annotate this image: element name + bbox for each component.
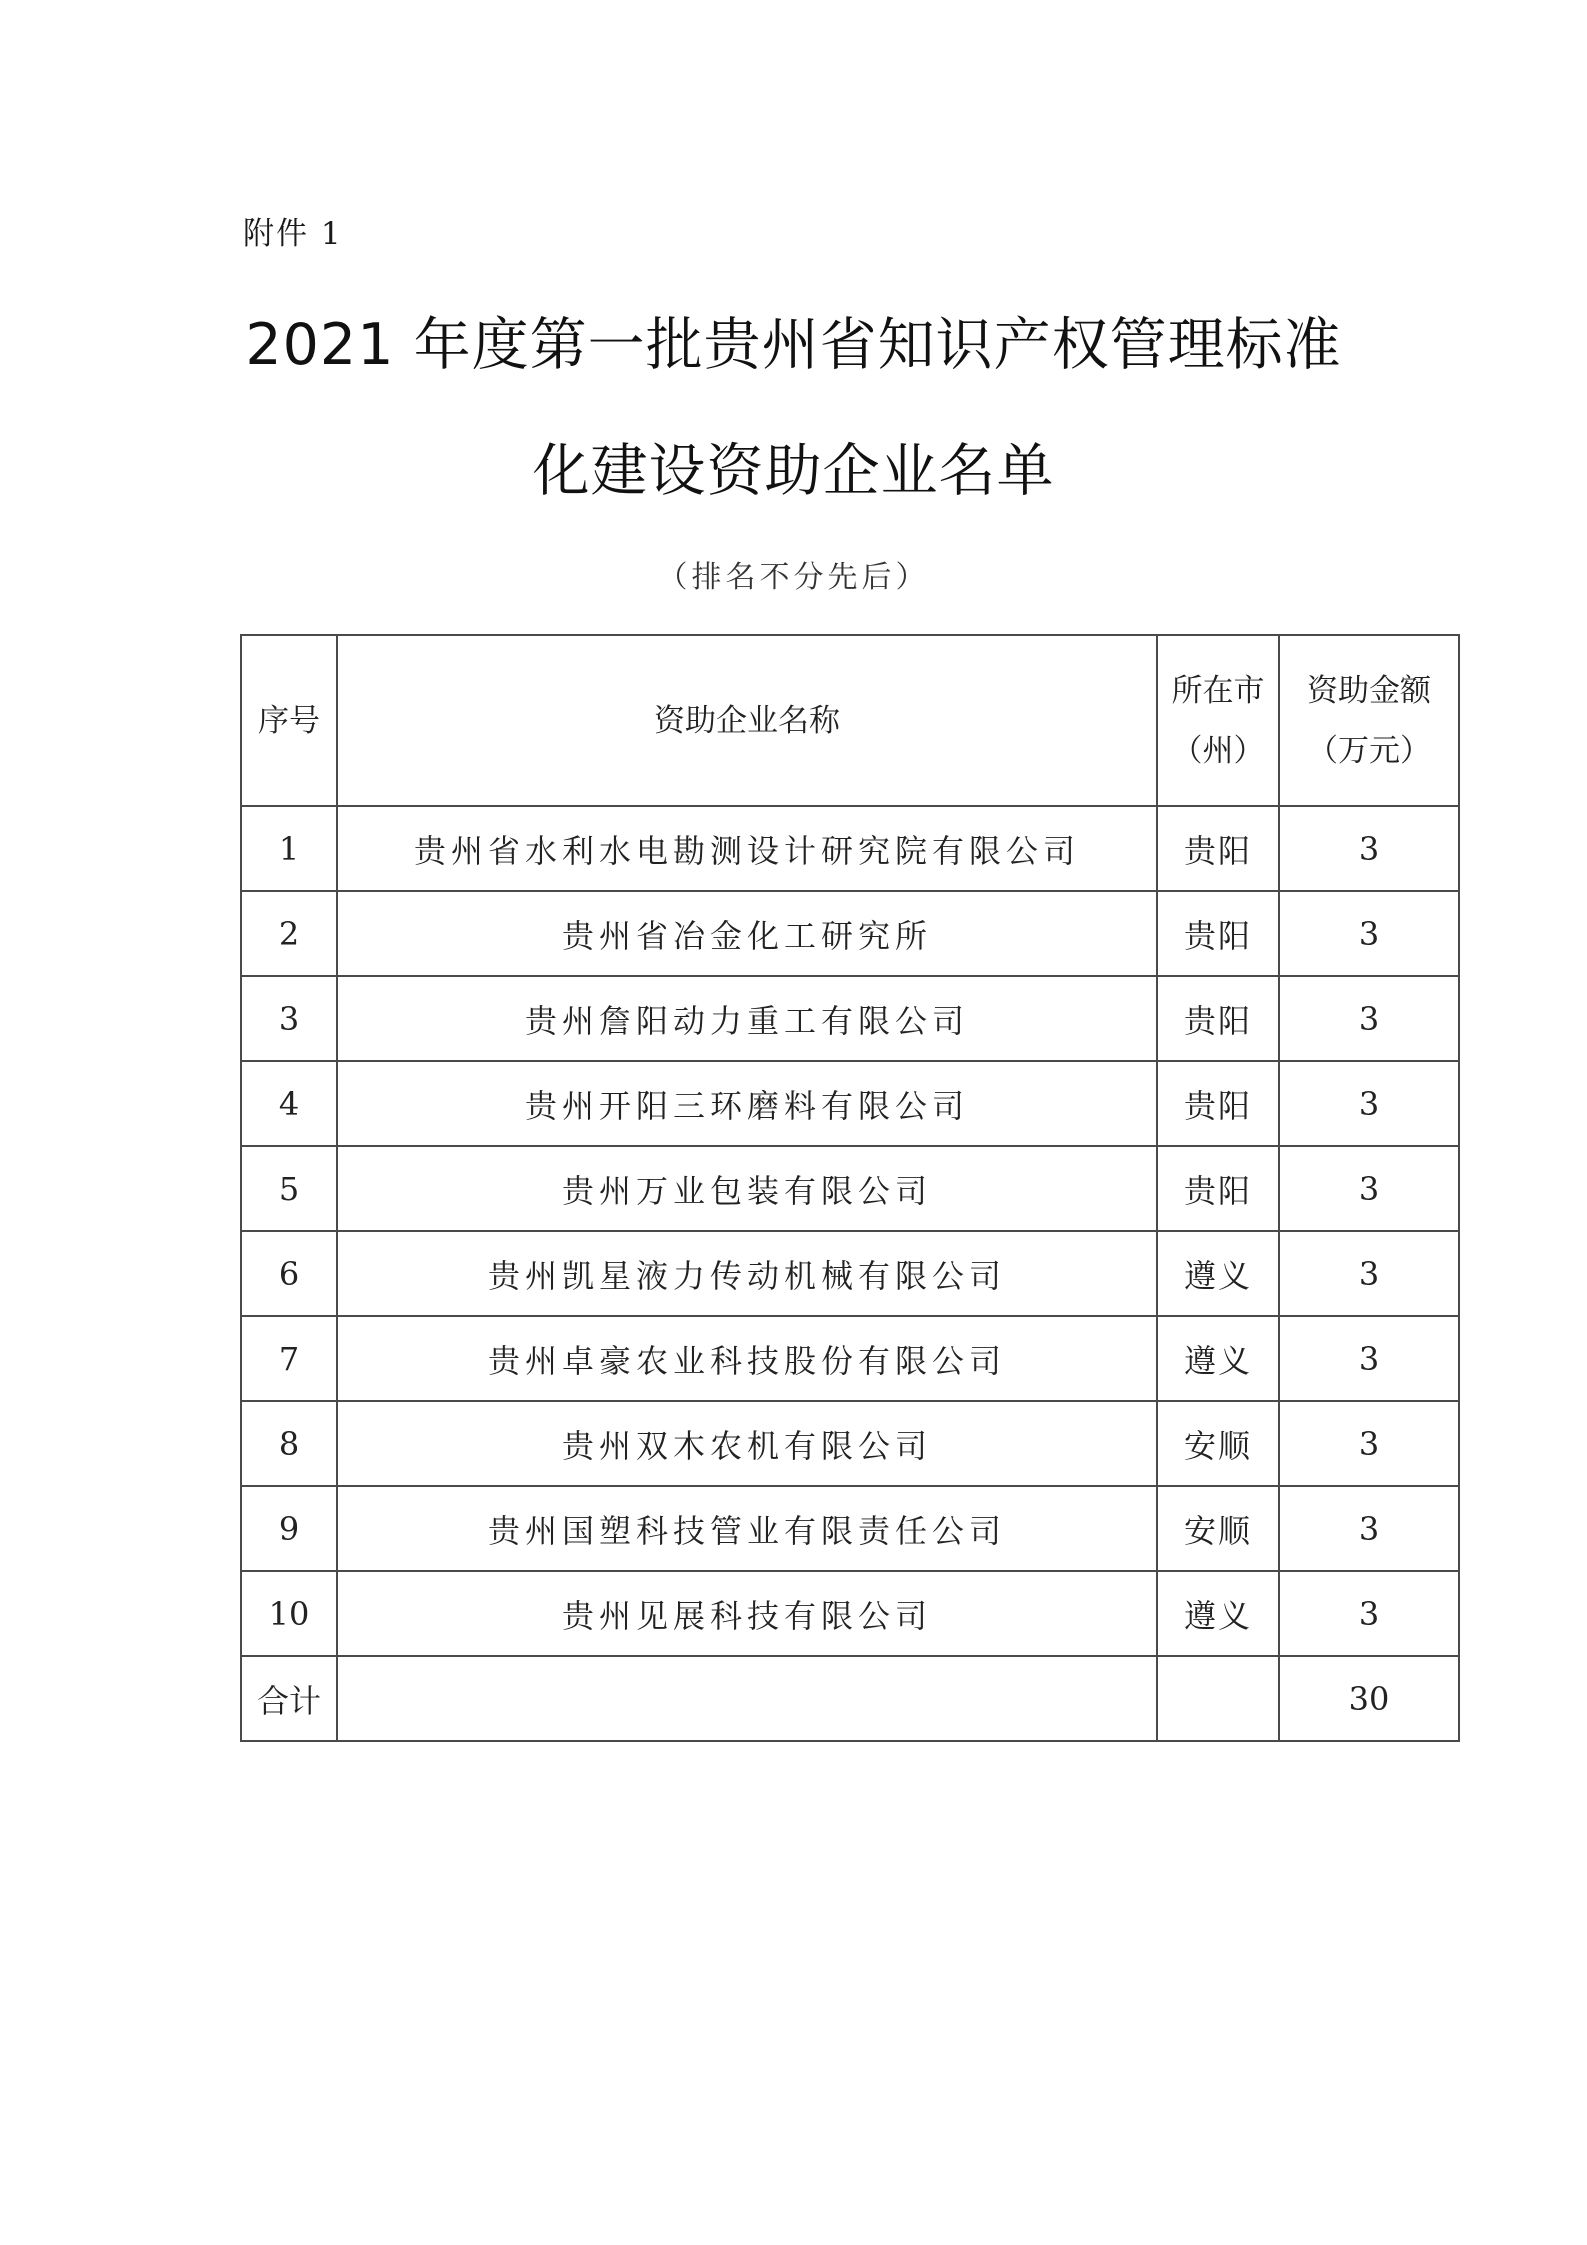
- funded-enterprises-table: [240, 634, 1460, 1742]
- total-amount: 30: [1279, 1656, 1459, 1741]
- row-amount: 3: [1279, 1146, 1459, 1231]
- row-enterprise-name: 贵州詹阳动力重工有限公司: [337, 976, 1157, 1061]
- header-name: 资助企业名称: [337, 635, 1157, 806]
- header-city: [1157, 635, 1279, 806]
- row-city: 贵阳: [1157, 806, 1279, 891]
- row-enterprise-name: 贵州省水利水电勘测设计研究院有限公司: [337, 806, 1157, 891]
- header-amount-line-1: 资助金额: [1307, 672, 1431, 709]
- table-row: [241, 1146, 1459, 1231]
- table-header: [241, 635, 1459, 806]
- row-city: 贵阳: [1157, 976, 1279, 1061]
- row-no: 4: [241, 1061, 337, 1146]
- row-amount: 3: [1279, 1231, 1459, 1316]
- row-amount: 3: [1279, 1571, 1459, 1656]
- row-enterprise-name: 贵州省冶金化工研究所: [337, 891, 1157, 976]
- header-amount-line-2: （万元）: [1307, 732, 1431, 769]
- table-row: [241, 1061, 1459, 1146]
- document-title-line-2: 化建设资助企业名单: [532, 438, 1055, 504]
- table-row: [241, 1401, 1459, 1486]
- row-amount: 3: [1279, 1401, 1459, 1486]
- row-city: 安顺: [1157, 1401, 1279, 1486]
- table-row: [241, 976, 1459, 1061]
- ranking-note: （排名不分先后）: [657, 560, 930, 595]
- row-amount: 3: [1279, 1061, 1459, 1146]
- table-row: [241, 1486, 1459, 1571]
- row-no: 10: [241, 1571, 337, 1656]
- header-amount: [1279, 635, 1459, 806]
- row-no: 5: [241, 1146, 337, 1231]
- table-row: [241, 1316, 1459, 1401]
- header-city-line-2: （州）: [1171, 732, 1265, 769]
- row-city: 安顺: [1157, 1486, 1279, 1571]
- row-no: 1: [241, 806, 337, 891]
- table-body: [241, 806, 1459, 1741]
- total-row: [241, 1656, 1459, 1741]
- row-city: 遵义: [1157, 1316, 1279, 1401]
- row-enterprise-name: 贵州开阳三环磨料有限公司: [337, 1061, 1157, 1146]
- total-city-cell: [1157, 1656, 1279, 1741]
- row-enterprise-name: 贵州凯星液力传动机械有限公司: [337, 1231, 1157, 1316]
- row-amount: 3: [1279, 1316, 1459, 1401]
- row-amount: 3: [1279, 1486, 1459, 1571]
- row-no: 2: [241, 891, 337, 976]
- row-amount: 3: [1279, 976, 1459, 1061]
- table-row: [241, 1571, 1459, 1656]
- table-row: [241, 1231, 1459, 1316]
- row-enterprise-name: 贵州双木农机有限公司: [337, 1401, 1157, 1486]
- total-name-cell: [337, 1656, 1157, 1741]
- document-title-line-1: 2021 年度第一批贵州省知识产权管理标准: [245, 312, 1342, 378]
- row-city: 贵阳: [1157, 891, 1279, 976]
- row-enterprise-name: 贵州见展科技有限公司: [337, 1571, 1157, 1656]
- table-row: [241, 891, 1459, 976]
- row-city: 遵义: [1157, 1571, 1279, 1656]
- row-no: 3: [241, 976, 337, 1061]
- row-enterprise-name: 贵州国塑科技管业有限责任公司: [337, 1486, 1157, 1571]
- row-amount: 3: [1279, 891, 1459, 976]
- row-no: 8: [241, 1401, 337, 1486]
- header-row: [241, 635, 1459, 806]
- row-city: 贵阳: [1157, 1061, 1279, 1146]
- row-no: 9: [241, 1486, 337, 1571]
- header-city-line-1: 所在市: [1171, 672, 1265, 709]
- row-city: 遵义: [1157, 1231, 1279, 1316]
- row-enterprise-name: 贵州万业包装有限公司: [337, 1146, 1157, 1231]
- row-amount: 3: [1279, 806, 1459, 891]
- row-enterprise-name: 贵州卓豪农业科技股份有限公司: [337, 1316, 1157, 1401]
- row-city: 贵阳: [1157, 1146, 1279, 1231]
- row-no: 6: [241, 1231, 337, 1316]
- header-no: 序号: [241, 635, 337, 806]
- attachment-label: 附件 1: [243, 216, 343, 252]
- table-row: [241, 806, 1459, 891]
- row-no: 7: [241, 1316, 337, 1401]
- total-label: 合计: [241, 1656, 337, 1741]
